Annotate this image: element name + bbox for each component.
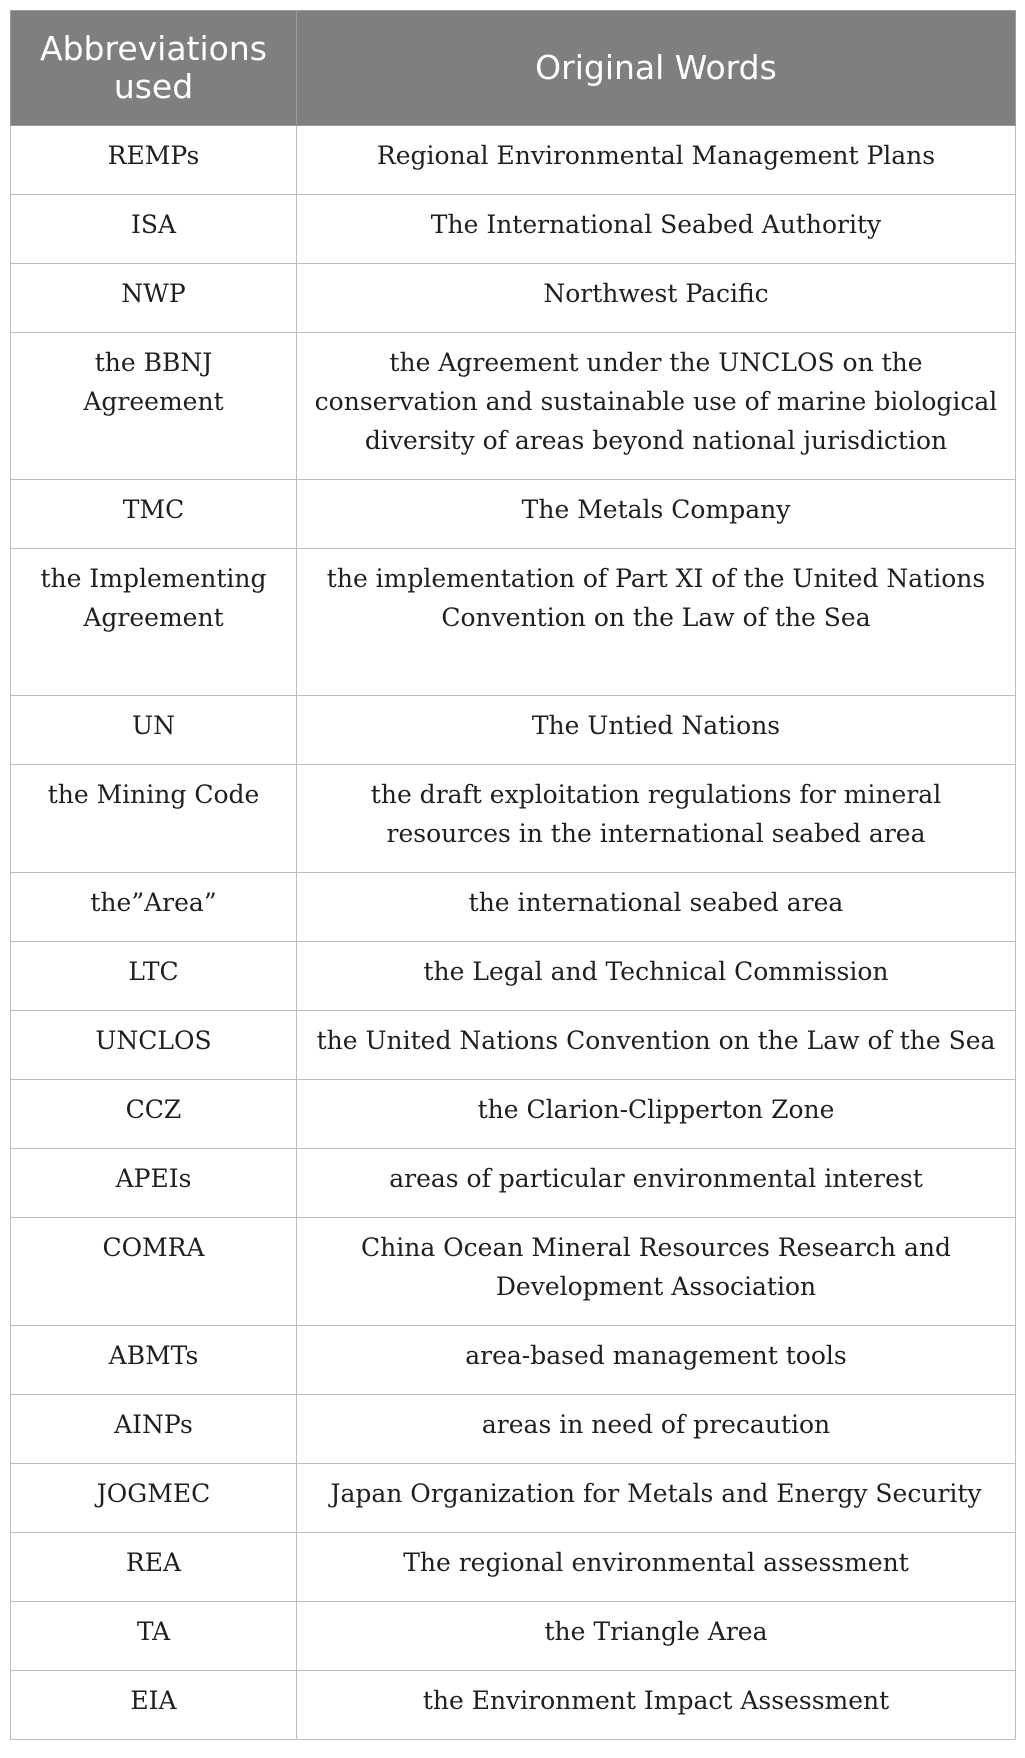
table-row bbox=[11, 1011, 1016, 1080]
abbr-cell: REMPs bbox=[11, 126, 297, 195]
table-row bbox=[11, 126, 1016, 195]
abbr-cell: TA bbox=[11, 1602, 297, 1671]
header-original-words: Original Words bbox=[297, 11, 1016, 126]
original-cell: the Agreement under the UNCLOS on the conservation and sustainable use of marine biological diversity of areas beyond national jurisdiction bbox=[297, 333, 1016, 480]
header-row bbox=[11, 11, 1016, 126]
table-row bbox=[11, 1218, 1016, 1326]
abbreviations-table-container bbox=[10, 10, 1015, 1740]
table-row bbox=[11, 480, 1016, 549]
original-cell: China Ocean Mineral Resources Research and Development Association bbox=[297, 1218, 1016, 1326]
table-row bbox=[11, 549, 1016, 696]
table-row bbox=[11, 264, 1016, 333]
abbr-cell: UNCLOS bbox=[11, 1011, 297, 1080]
abbr-cell: COMRA bbox=[11, 1218, 297, 1326]
original-cell: the international seabed area bbox=[297, 873, 1016, 942]
abbr-cell: REA bbox=[11, 1533, 297, 1602]
table-row bbox=[11, 1149, 1016, 1218]
abbr-cell: JOGMEC bbox=[11, 1464, 297, 1533]
abbr-cell: NWP bbox=[11, 264, 297, 333]
table-row bbox=[11, 1080, 1016, 1149]
original-cell: Regional Environmental Management Plans bbox=[297, 126, 1016, 195]
original-cell: the United Nations Convention on the Law of the Sea bbox=[297, 1011, 1016, 1080]
original-cell: the draft exploitation regulations for mineral resources in the international seabed area bbox=[297, 765, 1016, 873]
table-row bbox=[11, 1533, 1016, 1602]
table-row bbox=[11, 1395, 1016, 1464]
table-header bbox=[11, 11, 1016, 126]
original-cell: the Triangle Area bbox=[297, 1602, 1016, 1671]
original-cell: areas of particular environmental interest bbox=[297, 1149, 1016, 1218]
original-cell: areas in need of precaution bbox=[297, 1395, 1016, 1464]
original-cell: the implementation of Part XI of the United Nations Convention on the Law of the Sea bbox=[297, 549, 1016, 696]
original-cell: Northwest Pacific bbox=[297, 264, 1016, 333]
abbr-cell: the Implementing Agreement bbox=[11, 549, 297, 696]
abbr-cell: AINPs bbox=[11, 1395, 297, 1464]
abbr-cell: the Mining Code bbox=[11, 765, 297, 873]
header-abbreviations: Abbreviations used bbox=[11, 11, 297, 126]
original-cell: the Environment Impact Assessment bbox=[297, 1671, 1016, 1740]
abbr-cell: EIA bbox=[11, 1671, 297, 1740]
original-cell: the Clarion-Clipperton Zone bbox=[297, 1080, 1016, 1149]
abbr-cell: the”Area” bbox=[11, 873, 297, 942]
table-row bbox=[11, 873, 1016, 942]
abbr-cell: LTC bbox=[11, 942, 297, 1011]
table-row bbox=[11, 1326, 1016, 1395]
original-cell: The Metals Company bbox=[297, 480, 1016, 549]
abbr-cell: UN bbox=[11, 696, 297, 765]
abbr-cell: ABMTs bbox=[11, 1326, 297, 1395]
abbr-cell: the BBNJ Agreement bbox=[11, 333, 297, 480]
original-cell: The Untied Nations bbox=[297, 696, 1016, 765]
abbr-cell: ISA bbox=[11, 195, 297, 264]
table-row bbox=[11, 765, 1016, 873]
original-cell: The International Seabed Authority bbox=[297, 195, 1016, 264]
abbr-cell: APEIs bbox=[11, 1149, 297, 1218]
original-cell: the Legal and Technical Commission bbox=[297, 942, 1016, 1011]
table-body bbox=[11, 126, 1016, 1740]
table-row bbox=[11, 696, 1016, 765]
abbr-cell: TMC bbox=[11, 480, 297, 549]
original-cell: area-based management tools bbox=[297, 1326, 1016, 1395]
table-row bbox=[11, 1671, 1016, 1740]
table-row bbox=[11, 1602, 1016, 1671]
original-cell: The regional environmental assessment bbox=[297, 1533, 1016, 1602]
abbreviations-table bbox=[10, 10, 1016, 1740]
table-row bbox=[11, 333, 1016, 480]
table-row bbox=[11, 942, 1016, 1011]
table-row bbox=[11, 195, 1016, 264]
table-row bbox=[11, 1464, 1016, 1533]
abbr-cell: CCZ bbox=[11, 1080, 297, 1149]
original-cell: Japan Organization for Metals and Energy Security bbox=[297, 1464, 1016, 1533]
